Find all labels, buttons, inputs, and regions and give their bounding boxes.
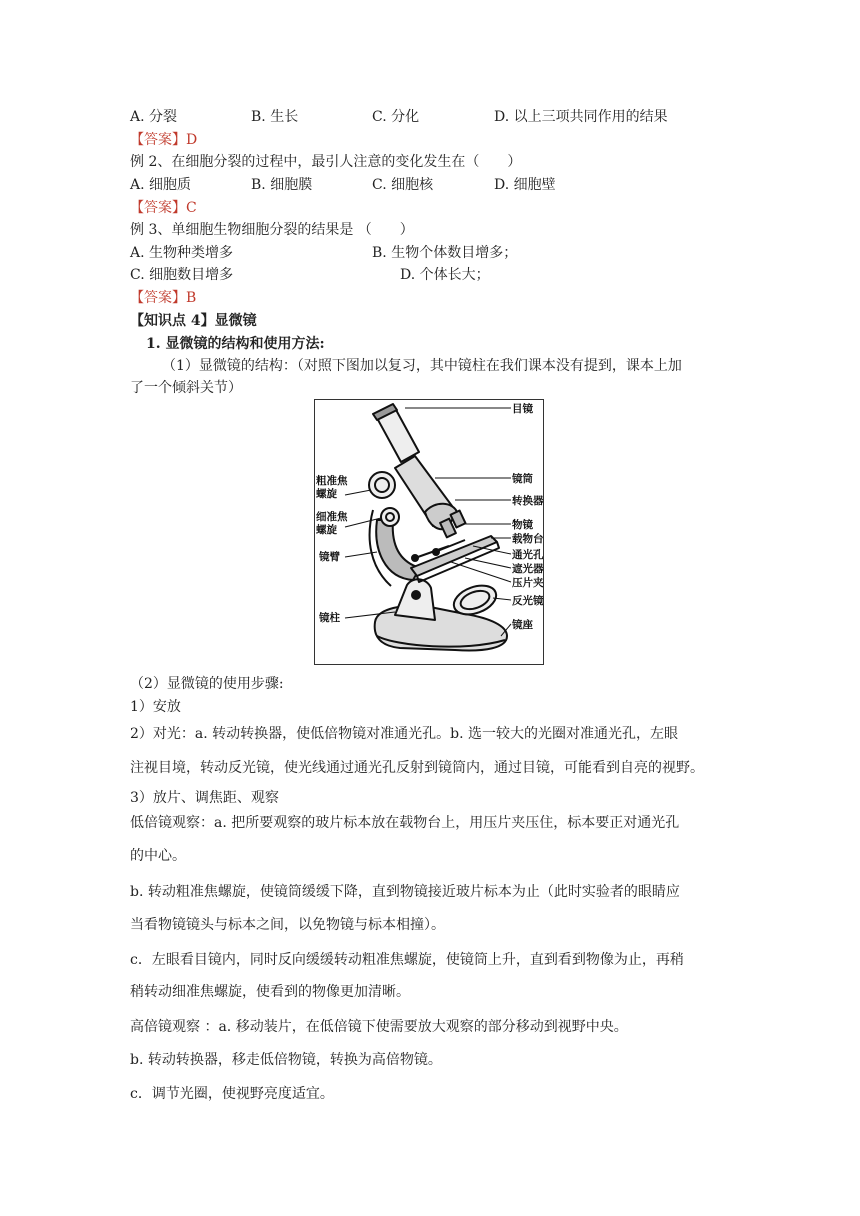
answer-value: D (186, 132, 198, 148)
microscope-figure (314, 399, 544, 665)
ex1-option-c: C. 分化 (372, 109, 420, 125)
label-base: 镜座 (512, 619, 533, 631)
ex3-option-c: C. 细胞数目增多 (130, 267, 234, 283)
ex3-question: 例 3、单细胞生物细胞分裂的结果是 （ ） (130, 222, 414, 238)
label-objective: 物镜 (512, 519, 533, 531)
answer-tag: 【答案】 (130, 290, 186, 306)
low-power-c-line2: 稍转动细准焦螺旋，使看到的物像更加清晰。 (130, 984, 410, 1000)
label-stage: 载物台 (512, 533, 543, 545)
label-eyepiece: 目镜 (512, 403, 533, 415)
answer-tag: 【答案】 (130, 132, 186, 148)
label-coarse-adjust-1: 粗准焦 (316, 475, 348, 487)
label-tube: 镜筒 (512, 473, 533, 485)
answer-value: C (186, 200, 197, 216)
ex2-option-c: C. 细胞核 (372, 177, 434, 193)
step-3: 3）放片、调焦距、观察 (130, 790, 279, 806)
label-nosepiece: 转换器 (512, 495, 543, 507)
label-coarse-adjust-2: 螺旋 (316, 488, 337, 500)
step-2-line1: 2）对光：a. 转动转换器，使低倍物镜对准通光孔。b. 选一较大的光圈对准通光孔，左眼 (130, 726, 679, 742)
structure-intro-line2: 了一个倾斜关节） (130, 380, 242, 396)
ex2-option-d: D. 细胞壁 (494, 177, 556, 193)
ex3-answer (130, 288, 196, 308)
ex1-option-a: A. 分裂 (130, 109, 178, 125)
ex1-option-b: B. 生长 (251, 109, 299, 125)
high-power-b: b. 转动转换器，移走低倍物镜，转换为高倍物镜。 (130, 1052, 442, 1068)
ex2-question: 例 2、在细胞分裂的过程中，最引人注意的变化发生在（ ） (130, 154, 522, 170)
label-stage-clip: 压片夹 (512, 577, 543, 589)
answer-tag: 【答案】 (130, 200, 186, 216)
label-fine-adjust-1: 细准焦 (316, 511, 348, 523)
high-power-a: 高倍镜观察 ：a. 移动装片，在低倍镜下使需要放大观察的部分移动到视野中央。 (130, 1019, 628, 1035)
ex1-answer (130, 130, 197, 150)
low-power-a-line2: 的中心。 (130, 848, 186, 864)
answer-value: B (186, 290, 197, 306)
step-2-line2: 注视目境，转动反光镜，使光线通过通光孔反射到镜筒内，通过目镜，可能看到自亮的视野。 (130, 760, 704, 776)
label-aperture: 通光孔 (512, 549, 543, 561)
label-mirror: 反光镜 (512, 595, 543, 607)
ex2-option-b: B. 细胞膜 (251, 177, 313, 193)
label-diaphragm: 遮光器 (512, 563, 543, 575)
microscope-drawing (315, 400, 543, 664)
steps-title: （2）显微镜的使用步骤: (130, 676, 284, 692)
label-arm: 镜臂 (319, 551, 340, 563)
step-1: 1）安放 (130, 699, 181, 715)
section-title: 【知识点 4】显微镜 (130, 313, 257, 329)
ex2-option-a: A. 细胞质 (130, 177, 192, 193)
ex3-option-d: D. 个体长大； (400, 267, 490, 283)
ex1-option-d: D. 以上三项共同作用的结果 (494, 109, 668, 125)
ex3-option-b: B. 生物个体数目增多； (372, 245, 518, 261)
ex3-option-a: A. 生物种类增多 (130, 245, 234, 261)
label-pillar: 镜柱 (319, 612, 340, 624)
low-power-b-line1: b. 转动粗准焦螺旋，使镜筒缓缓下降，直到物镜接近玻片标本为止（此时实验者的眼睛应 (130, 884, 680, 900)
high-power-c: c．调节光圈，使视野亮度适宜。 (130, 1086, 334, 1102)
structure-intro-line1: （1）显微镜的结构：（对照下图加以复习，其中镜柱在我们课本没有提到，课本上加 (162, 358, 682, 374)
low-power-a-line1: 低倍镜观察：a. 把所要观察的玻片标本放在载物台上，用压片夹压住，标本要正对通光孔 (130, 815, 680, 831)
section-subtitle: 1. 显微镜的结构和使用方法: (146, 336, 325, 352)
label-fine-adjust-2: 螺旋 (316, 524, 337, 536)
ex2-answer (130, 198, 197, 218)
low-power-c-line1: c．左眼看目镜内，同时反向缓缓转动粗准焦螺旋，使镜筒上升，直到看到物像为止，再稍 (130, 952, 684, 968)
low-power-b-line2: 当看物镜镜头与标本之间，以免物镜与标本相撞）。 (130, 917, 445, 933)
